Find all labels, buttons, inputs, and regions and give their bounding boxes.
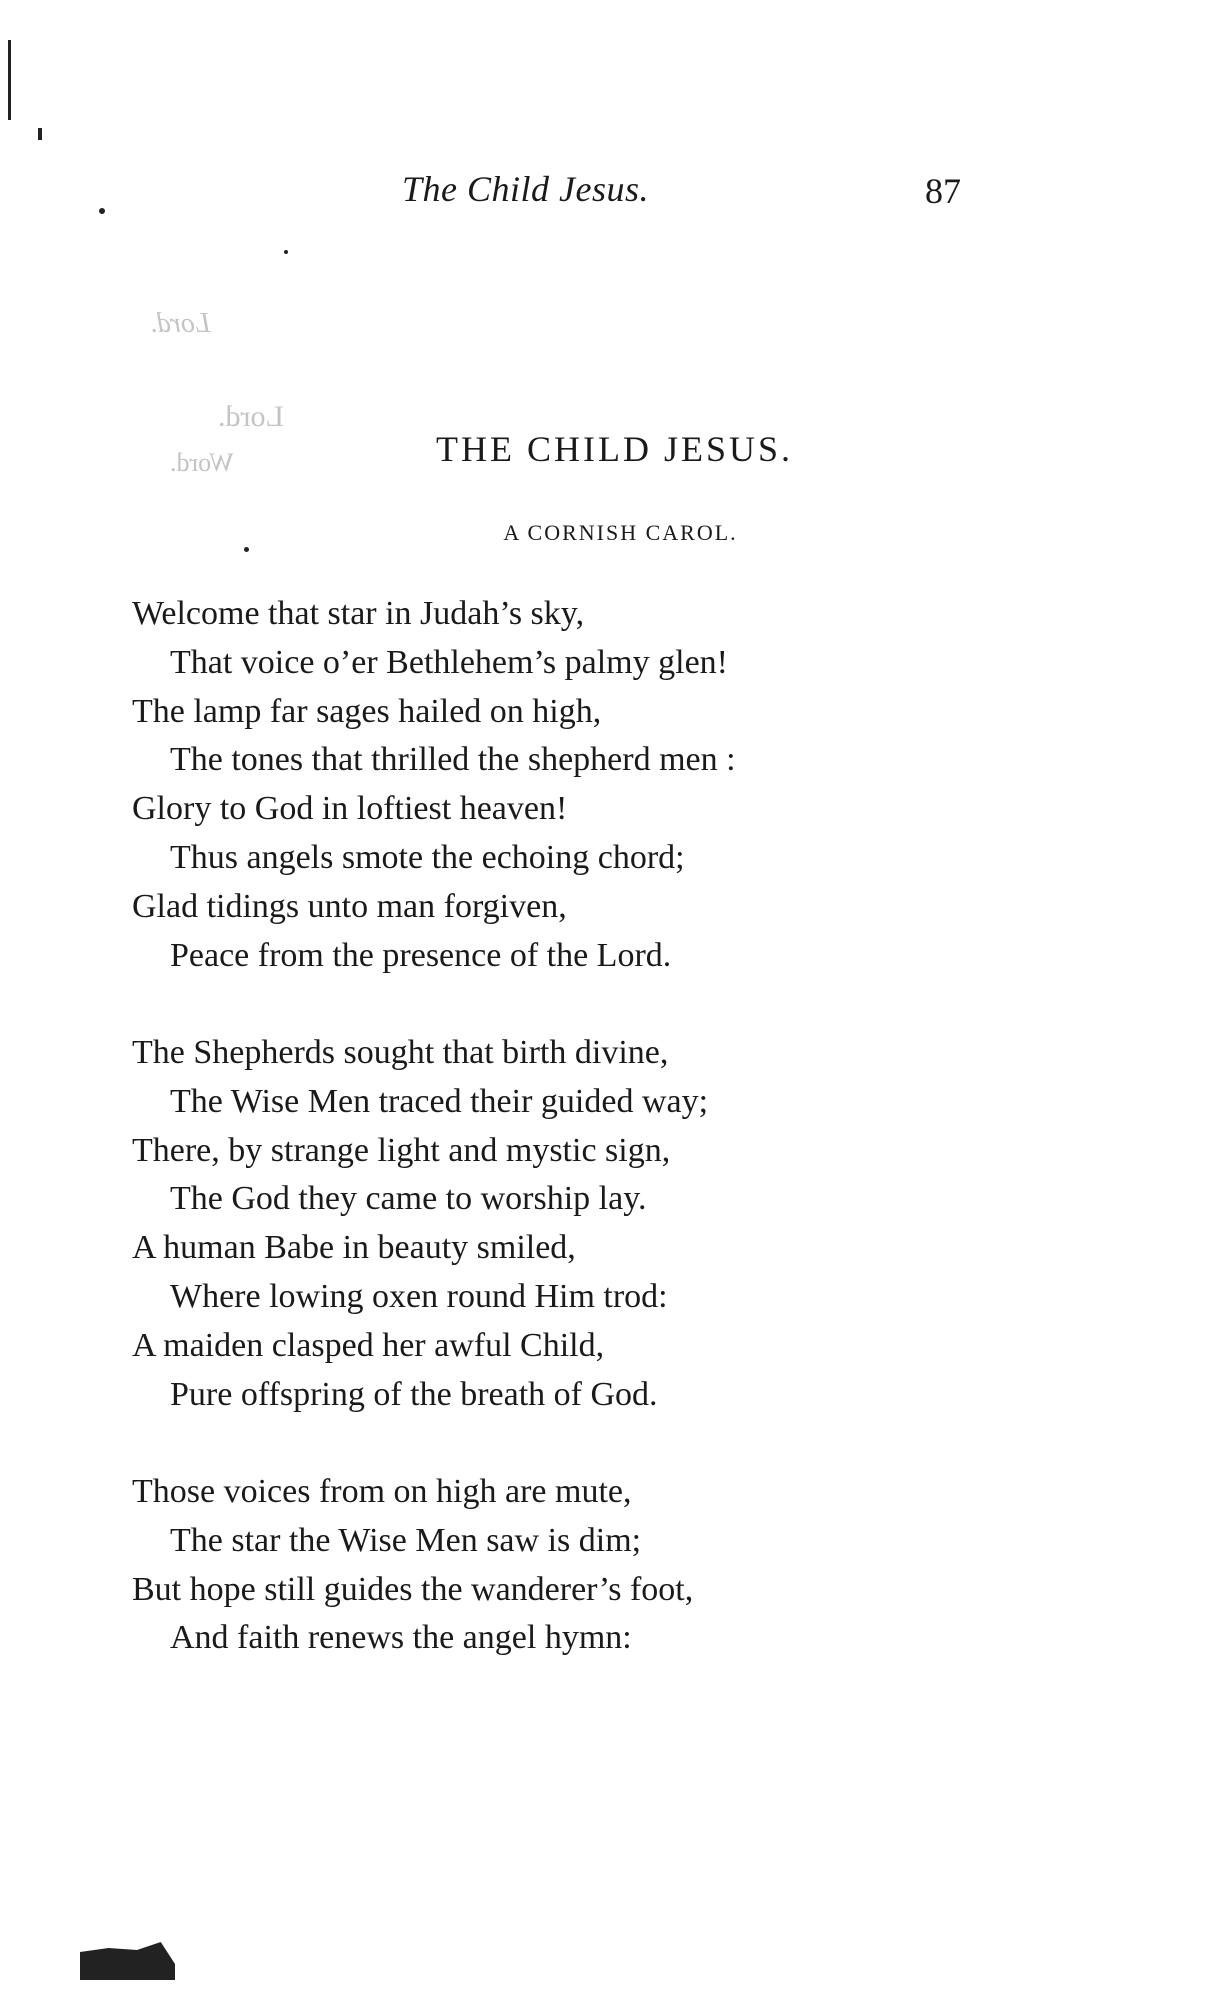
verse-line: There, by strange light and mystic sign, [132,1131,671,1169]
verse-line: The lamp far sages hailed on high, [132,692,602,730]
verse-line: Pure offspring of the breath of God. [170,1375,658,1413]
verse-line: The star the Wise Men saw is dim; [170,1521,642,1559]
verse-line: Thus angels smote the echoing chord; [170,838,685,876]
verse-line: Where lowing oxen round Him trod: [170,1277,668,1315]
verse-line: A human Babe in beauty smiled, [132,1229,576,1267]
verse-line: Those voices from on high are mute, [132,1473,632,1510]
scan-mark-dot [284,250,288,254]
verse-line: Glad tidings unto man forgiven, [132,887,567,925]
verse-line: The Wise Men traced their guided way; [170,1082,709,1120]
scan-mark-left-edge [8,40,11,120]
scan-mark-bottom-blot [80,1940,175,1980]
running-head-title: The Child Jesus. [402,169,649,209]
verse-line: But hope still guides the wanderer’s foot, [132,1570,694,1608]
scan-mark-dot [244,547,249,552]
stanza-1 [132,590,992,980]
poem-subtitle: A CORNISH CAROL. [503,520,738,545]
page-number: 87 [925,171,961,211]
bleed-through-text: Word. [170,448,234,477]
stanza-3 [132,1468,992,1663]
bleed-through-text: Lord. [218,400,284,433]
verse-line: The Shepherds sought that birth divine, [132,1034,669,1071]
verse-line: Peace from the presence of the Lord. [170,936,672,974]
verse-line: The God they came to worship lay. [170,1180,647,1218]
verse-line: A maiden clasped her awful Child, [132,1326,605,1364]
verse-line: And faith renews the angel hymn: [170,1619,632,1657]
poem-title: THE CHILD JESUS. [435,429,793,469]
verse-line: That voice o’er Bethlehem’s palmy glen! [170,643,728,681]
verse-line: The tones that thrilled the shepherd men : [170,741,736,779]
running-head [0,168,1211,218]
verse-line: Welcome that star in Judah’s sky, [132,595,585,632]
bleed-through-text: Lord. [150,308,211,339]
verse-line: Glory to God in loftiest heaven! [132,790,568,828]
stanza-2 [132,1029,992,1419]
scan-mark-top-left [38,128,42,140]
